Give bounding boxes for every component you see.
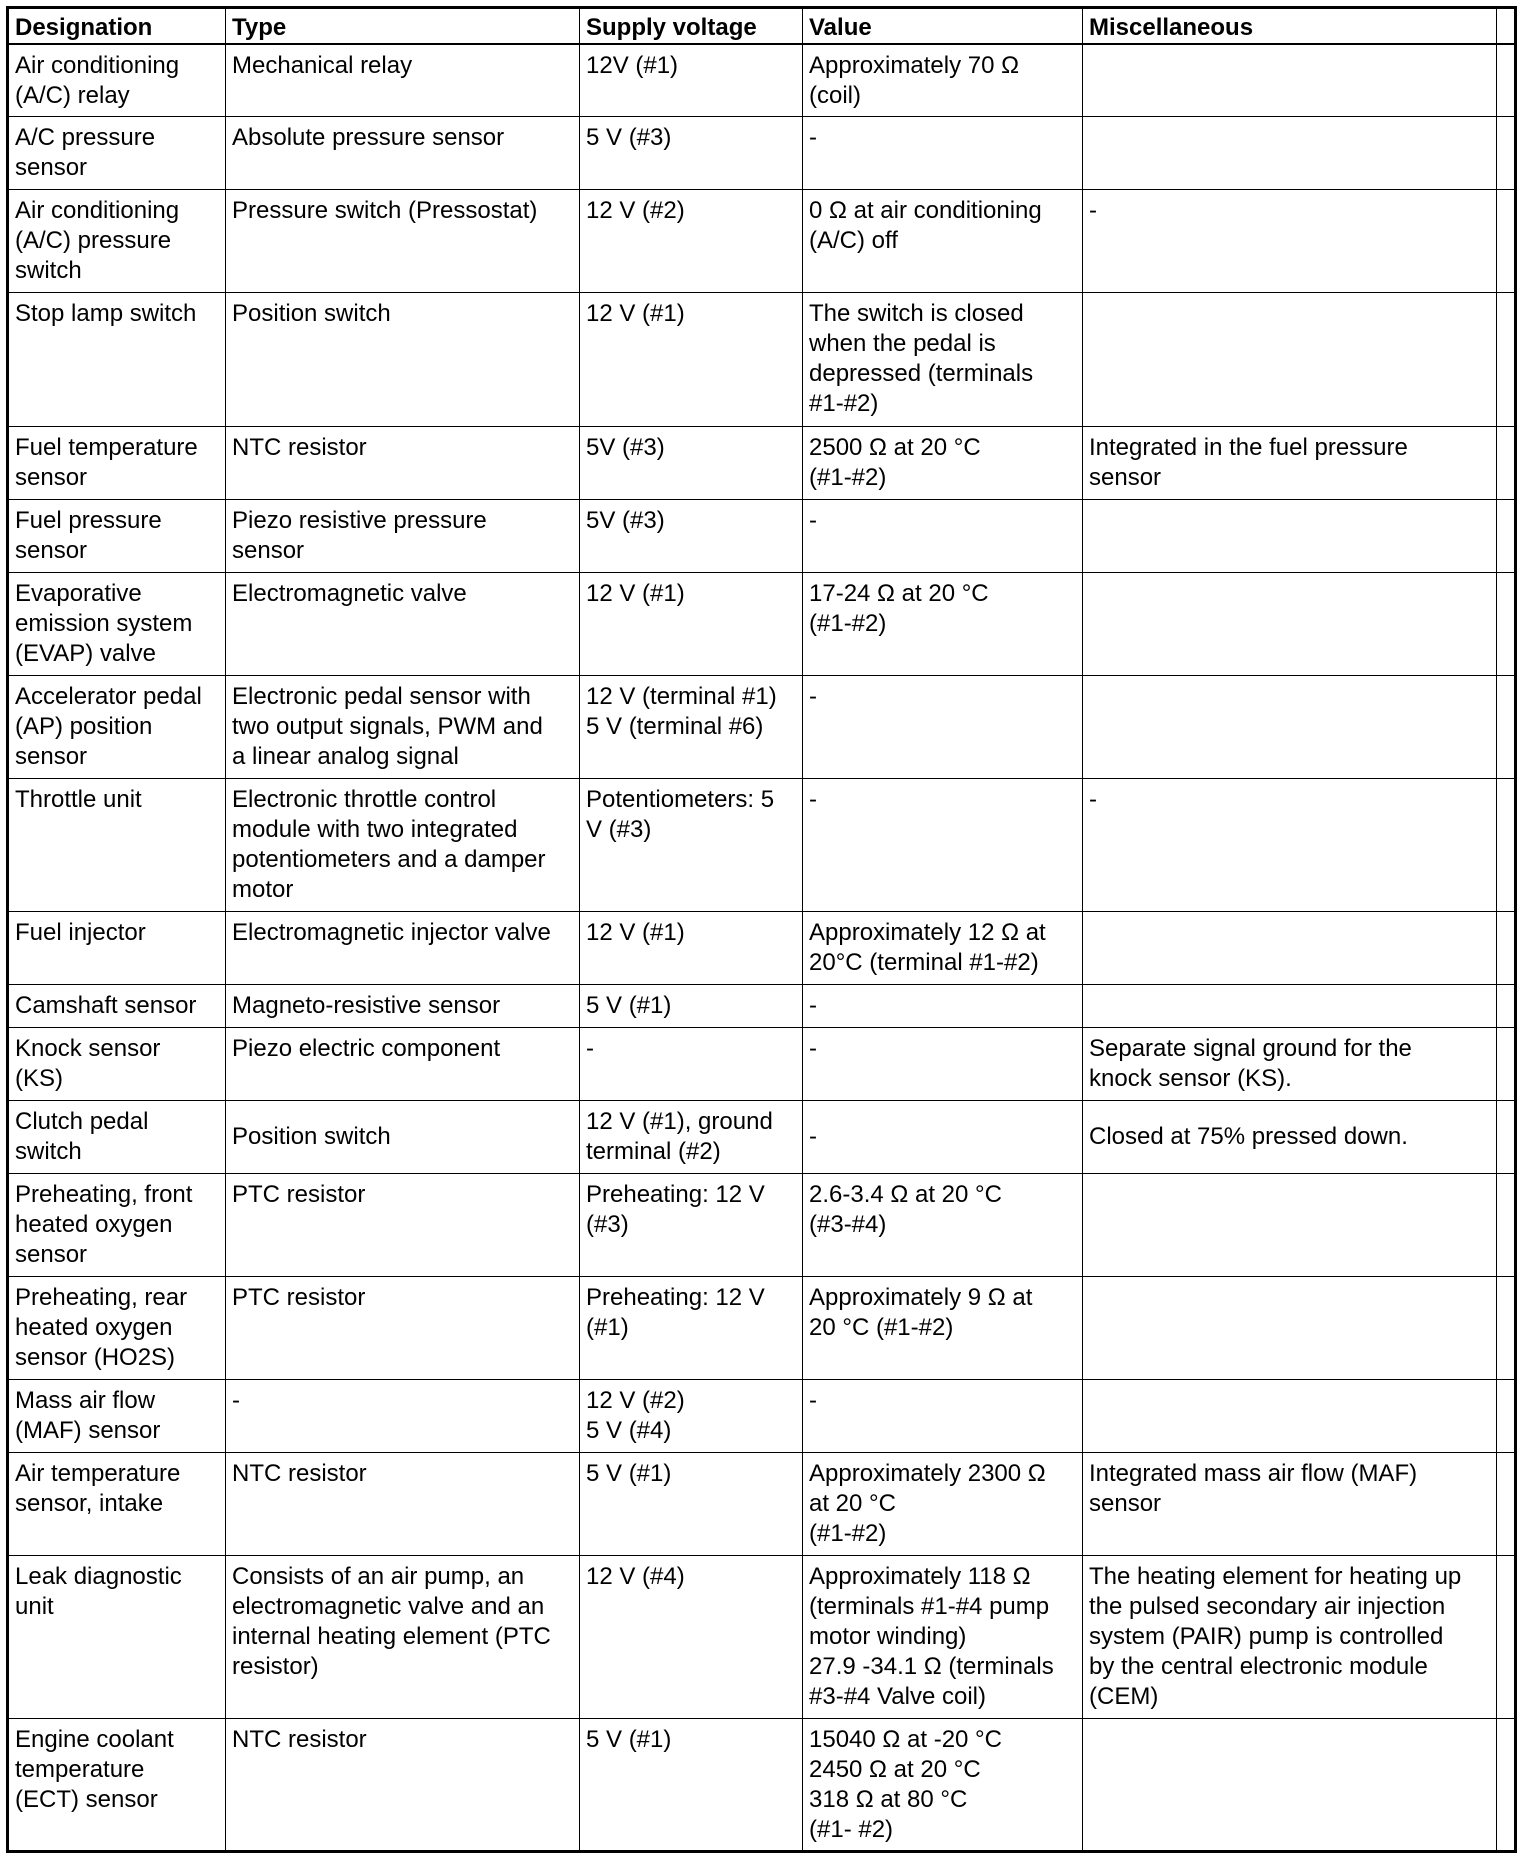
type-cell: Electronic pedal sensor with two output signals, PWM and a linear analog signal <box>226 675 580 778</box>
designation-cell: Accelerator pedal (AP) position sensor <box>8 675 226 778</box>
value-cell: Approximately 2300 Ω at 20 °C (#1-#2) <box>803 1452 1083 1555</box>
table-row <box>8 675 1516 778</box>
margin-cell <box>1497 1555 1516 1718</box>
type-cell: Piezo electric component <box>226 1027 580 1100</box>
margin-cell <box>1497 911 1516 984</box>
margin-cell <box>1497 292 1516 426</box>
type-cell: Piezo resistive pressure sensor <box>226 499 580 572</box>
miscellaneous-cell <box>1083 1718 1497 1851</box>
designation-cell: Fuel temperature sensor <box>8 426 226 499</box>
miscellaneous-cell <box>1083 1173 1497 1276</box>
margin-cell <box>1497 426 1516 499</box>
value-cell: The switch is closed when the pedal is depressed (terminals #1-#2) <box>803 292 1083 426</box>
type-cell: NTC resistor <box>226 1452 580 1555</box>
supply-voltage-cell: 5 V (#1) <box>580 1718 803 1851</box>
miscellaneous-cell <box>1083 984 1497 1027</box>
value-cell: 17-24 Ω at 20 °C (#1-#2) <box>803 572 1083 675</box>
supply-voltage-cell: 12 V (terminal #1) 5 V (terminal #6) <box>580 675 803 778</box>
margin-cell <box>1497 1173 1516 1276</box>
designation-cell: Fuel injector <box>8 911 226 984</box>
value-cell: Approximately 70 Ω (coil) <box>803 44 1083 116</box>
value-cell: Approximately 9 Ω at 20 °C (#1-#2) <box>803 1276 1083 1379</box>
margin-cell <box>1497 572 1516 675</box>
type-cell: Position switch <box>226 1100 580 1173</box>
margin-cell <box>1497 189 1516 292</box>
table-row <box>8 292 1516 426</box>
type-cell: PTC resistor <box>226 1173 580 1276</box>
table-row <box>8 1452 1516 1555</box>
supply-voltage-cell: 12 V (#2) 5 V (#4) <box>580 1379 803 1452</box>
margin-cell <box>1497 1379 1516 1452</box>
miscellaneous-cell <box>1083 1276 1497 1379</box>
miscellaneous-cell: Separate signal ground for the knock sensor (KS). <box>1083 1027 1497 1100</box>
miscellaneous-cell: - <box>1083 778 1497 911</box>
margin-cell <box>1497 675 1516 778</box>
designation-cell: Engine coolant temperature (ECT) sensor <box>8 1718 226 1851</box>
type-cell: Consists of an air pump, an electromagnetic valve and an internal heating element (PTC resistor) <box>226 1555 580 1718</box>
table-row <box>8 1100 1516 1173</box>
miscellaneous-cell: - <box>1083 189 1497 292</box>
table-row <box>8 189 1516 292</box>
header-row <box>8 8 1516 45</box>
supply-voltage-cell: 12 V (#4) <box>580 1555 803 1718</box>
table-row <box>8 44 1516 116</box>
type-cell: NTC resistor <box>226 1718 580 1851</box>
header-miscellaneous: Miscellaneous <box>1083 8 1497 45</box>
miscellaneous-cell: Closed at 75% pressed down. <box>1083 1100 1497 1173</box>
supply-voltage-cell: 12 V (#1) <box>580 572 803 675</box>
value-cell: 0 Ω at air conditioning (A/C) off <box>803 189 1083 292</box>
spec-sheet <box>6 6 1514 1844</box>
designation-cell: Mass air flow (MAF) sensor <box>8 1379 226 1452</box>
value-cell: 15040 Ω at -20 °C 2450 Ω at 20 °C 318 Ω at 80 °C (#1- #2) <box>803 1718 1083 1851</box>
value-cell: - <box>803 778 1083 911</box>
miscellaneous-cell <box>1083 675 1497 778</box>
margin-cell <box>1497 1276 1516 1379</box>
type-cell: Magneto-resistive sensor <box>226 984 580 1027</box>
type-cell: Electromagnetic injector valve <box>226 911 580 984</box>
supply-voltage-cell: 5 V (#3) <box>580 116 803 189</box>
type-cell: Pressure switch (Pressostat) <box>226 189 580 292</box>
margin-cell <box>1497 44 1516 116</box>
supply-voltage-cell: 12 V (#1), ground terminal (#2) <box>580 1100 803 1173</box>
designation-cell: Evaporative emission system (EVAP) valve <box>8 572 226 675</box>
type-cell: Position switch <box>226 292 580 426</box>
designation-cell: Air conditioning (A/C) pressure switch <box>8 189 226 292</box>
supply-voltage-cell: Preheating: 12 V (#1) <box>580 1276 803 1379</box>
designation-cell: Preheating, front heated oxygen sensor <box>8 1173 226 1276</box>
type-cell: - <box>226 1379 580 1452</box>
designation-cell: Air temperature sensor, intake <box>8 1452 226 1555</box>
value-cell: 2.6-3.4 Ω at 20 °C (#3-#4) <box>803 1173 1083 1276</box>
type-cell: Absolute pressure sensor <box>226 116 580 189</box>
supply-voltage-cell: 5V (#3) <box>580 499 803 572</box>
value-cell: Approximately 12 Ω at 20°C (terminal #1-#2) <box>803 911 1083 984</box>
supply-voltage-cell: Preheating: 12 V (#3) <box>580 1173 803 1276</box>
designation-cell: Clutch pedal switch <box>8 1100 226 1173</box>
component-spec-table <box>6 6 1517 1853</box>
header-type: Type <box>226 8 580 45</box>
type-cell: PTC resistor <box>226 1276 580 1379</box>
table-row <box>8 1718 1516 1851</box>
value-cell: - <box>803 499 1083 572</box>
miscellaneous-cell <box>1083 1379 1497 1452</box>
miscellaneous-cell: Integrated in the fuel pressure sensor <box>1083 426 1497 499</box>
miscellaneous-cell <box>1083 572 1497 675</box>
table-row <box>8 1555 1516 1718</box>
margin-cell <box>1497 1027 1516 1100</box>
miscellaneous-cell <box>1083 292 1497 426</box>
designation-cell: Preheating, rear heated oxygen sensor (HO2S) <box>8 1276 226 1379</box>
table-row <box>8 499 1516 572</box>
designation-cell: Stop lamp switch <box>8 292 226 426</box>
miscellaneous-cell: Integrated mass air flow (MAF) sensor <box>1083 1452 1497 1555</box>
miscellaneous-cell <box>1083 44 1497 116</box>
table-row <box>8 426 1516 499</box>
value-cell: 2500 Ω at 20 °C (#1-#2) <box>803 426 1083 499</box>
table-row <box>8 911 1516 984</box>
header-designation: Designation <box>8 8 226 45</box>
supply-voltage-cell: 12 V (#2) <box>580 189 803 292</box>
miscellaneous-cell: The heating element for heating up the pulsed secondary air injection system (PAIR) pump is controlled by the central electronic module (CEM) <box>1083 1555 1497 1718</box>
table-row <box>8 1379 1516 1452</box>
table-row <box>8 116 1516 189</box>
margin-cell <box>1497 116 1516 189</box>
miscellaneous-cell <box>1083 499 1497 572</box>
supply-voltage-cell: 5 V (#1) <box>580 1452 803 1555</box>
type-cell: Electronic throttle control module with two integrated potentiometers and a damper motor <box>226 778 580 911</box>
table-row <box>8 1173 1516 1276</box>
supply-voltage-cell: 12 V (#1) <box>580 292 803 426</box>
designation-cell: Camshaft sensor <box>8 984 226 1027</box>
table-row <box>8 572 1516 675</box>
margin-cell <box>1497 778 1516 911</box>
table-row <box>8 1276 1516 1379</box>
supply-voltage-cell: - <box>580 1027 803 1100</box>
miscellaneous-cell <box>1083 116 1497 189</box>
designation-cell: Throttle unit <box>8 778 226 911</box>
value-cell: - <box>803 675 1083 778</box>
margin-cell <box>1497 499 1516 572</box>
designation-cell: Knock sensor (KS) <box>8 1027 226 1100</box>
type-cell: Electromagnetic valve <box>226 572 580 675</box>
value-cell: - <box>803 1100 1083 1173</box>
table-row <box>8 778 1516 911</box>
designation-cell: Air conditioning (A/C) relay <box>8 44 226 116</box>
designation-cell: Fuel pressure sensor <box>8 499 226 572</box>
type-cell: NTC resistor <box>226 426 580 499</box>
value-cell: - <box>803 984 1083 1027</box>
supply-voltage-cell: Potentiometers: 5 V (#3) <box>580 778 803 911</box>
supply-voltage-cell: 12 V (#1) <box>580 911 803 984</box>
header-supply-voltage: Supply voltage <box>580 8 803 45</box>
table-row <box>8 1027 1516 1100</box>
supply-voltage-cell: 5 V (#1) <box>580 984 803 1027</box>
table-row <box>8 984 1516 1027</box>
supply-voltage-cell: 5V (#3) <box>580 426 803 499</box>
miscellaneous-cell <box>1083 911 1497 984</box>
header-value: Value <box>803 8 1083 45</box>
value-cell: Approximately 118 Ω (terminals #1-#4 pump motor winding) 27.9 -34.1 Ω (terminals #3-#4 Valve coil) <box>803 1555 1083 1718</box>
value-cell: - <box>803 116 1083 189</box>
margin-cell <box>1497 1452 1516 1555</box>
margin-cell <box>1497 1100 1516 1173</box>
supply-voltage-cell: 12V (#1) <box>580 44 803 116</box>
margin-column-header <box>1497 8 1516 45</box>
type-cell: Mechanical relay <box>226 44 580 116</box>
value-cell: - <box>803 1027 1083 1100</box>
value-cell: - <box>803 1379 1083 1452</box>
margin-cell <box>1497 984 1516 1027</box>
designation-cell: A/C pressure sensor <box>8 116 226 189</box>
margin-cell <box>1497 1718 1516 1851</box>
designation-cell: Leak diagnostic unit <box>8 1555 226 1718</box>
